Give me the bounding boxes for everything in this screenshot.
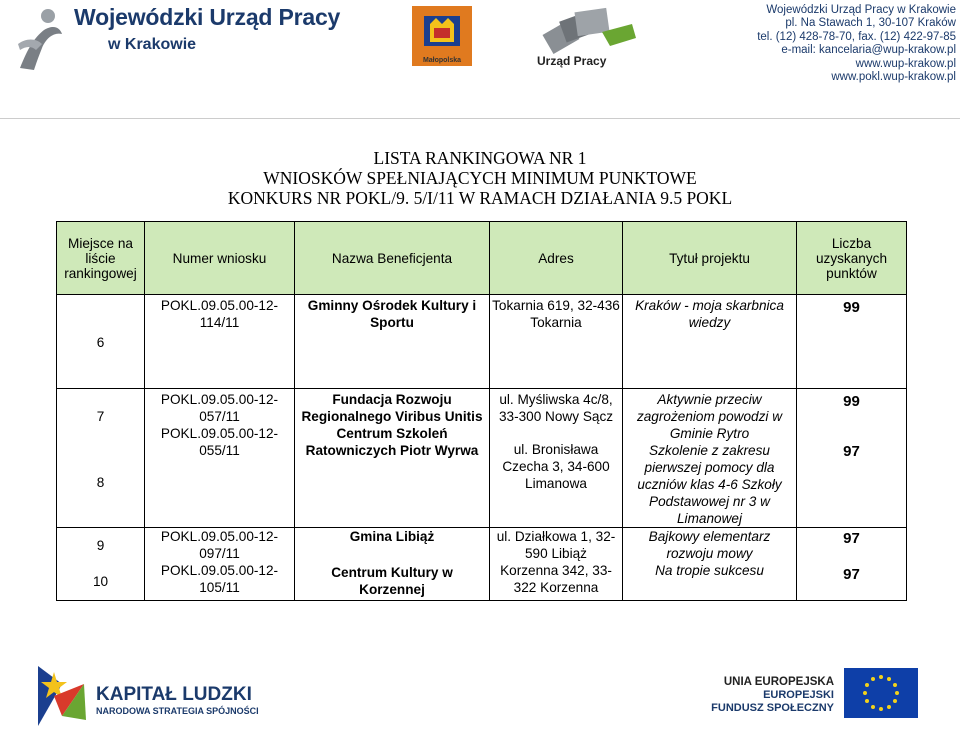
project-value: Bajkowy elementarz rozwoju mowy xyxy=(648,529,771,561)
cell-points: 99 xyxy=(797,295,907,389)
cell-beneficiary xyxy=(295,528,490,601)
contact-line: tel. (12) 428-78-70, fax. (12) 422-97-85 xyxy=(757,30,956,43)
cell-project: Kraków - moja skarbnica wiedzy xyxy=(623,295,797,389)
points-value: 97 xyxy=(843,530,860,547)
cell-rank: 6 xyxy=(57,295,145,389)
rank-value: 7 xyxy=(96,409,105,424)
eu-line: FUNDUSZ SPOŁECZNY xyxy=(711,702,834,714)
col-header-address: Adres xyxy=(490,222,623,295)
cell-project xyxy=(623,528,797,601)
address-value: Korzenna 342, 33-322 Korzenna xyxy=(500,563,612,595)
kapital-ludzki-subtitle: NARODOWA STRATEGIA SPÓJNOŚCI xyxy=(96,706,259,716)
address-value: ul. Działkowa 1, 32-590 Libiąż xyxy=(496,529,616,561)
rank-value: 9 xyxy=(96,538,105,553)
kapital-ludzki-logo-icon xyxy=(32,656,88,728)
project-value: Aktywnie przeciw zagrożeniom powodzi w Gminie Rytro xyxy=(636,392,783,441)
cell-address: Tokarnia 619, 32-436 Tokarnia xyxy=(490,295,623,389)
contact-email[interactable]: e-mail: kancelaria@wup-krakow.pl xyxy=(781,44,956,57)
cell-number xyxy=(145,528,295,601)
beneficiary-value: Gmina Libiąż xyxy=(349,529,435,544)
cell-address xyxy=(490,389,623,528)
col-header-project: Tytuł projektu xyxy=(623,222,797,295)
cell-number: POKL.09.05.00-12-114/11 xyxy=(145,295,295,389)
beneficiary-value: Centrum Szkoleń Ratowniczych Piotr Wyrwa xyxy=(305,426,479,458)
number-value: POKL.09.05.00-12-105/11 xyxy=(160,563,279,595)
contact-line: Wojewódzki Urząd Pracy w Krakowie xyxy=(766,4,956,16)
col-header-points: Liczba uzyskanych punktów xyxy=(797,222,907,295)
contact-website[interactable]: www.wup-krakow.pl xyxy=(855,57,956,70)
table-row xyxy=(57,389,907,528)
title-line: LISTA RANKINGOWA NR 1 xyxy=(373,148,587,168)
malopolska-label: Małopolska xyxy=(422,57,462,64)
page-title xyxy=(0,148,960,208)
points-value: 97 xyxy=(843,443,860,460)
number-value: POKL.09.05.00-12-057/11 xyxy=(160,392,279,424)
number-value: POKL.09.05.00-12-055/11 xyxy=(160,426,279,458)
eu-label xyxy=(711,676,834,715)
wup-logo-icon xyxy=(14,4,70,72)
ranking-table xyxy=(56,221,907,601)
table-row xyxy=(57,295,907,389)
title-line: WNIOSKÓW SPEŁNIAJĄCYCH MINIMUM PUNKTOWE xyxy=(263,168,697,188)
cell-project xyxy=(623,389,797,528)
rank-value: 8 xyxy=(96,475,105,490)
col-header-rank: Miejsce na liście rankingowej xyxy=(57,222,145,295)
eu-line: UNIA EUROPEJSKA xyxy=(723,676,834,688)
cell-address xyxy=(490,528,623,601)
org-title: Wojewódzki Urząd Pracy xyxy=(74,4,341,30)
header-divider xyxy=(0,118,960,119)
project-value: Na tropie sukcesu xyxy=(655,563,764,578)
beneficiary-value: Fundacja Rozwoju Regionalnego Viribus Unitis xyxy=(301,392,483,424)
cell-points xyxy=(797,389,907,528)
project-value: Szkolenie z zakresu pierwszej pomocy dla uczniów klas 4-6 Szkoły Podstawowej nr 3 w Limanowej xyxy=(637,443,782,526)
table-header-row xyxy=(57,222,907,295)
eu-line: EUROPEJSKI xyxy=(763,689,834,701)
urzad-pracy-label: Urząd Pracy xyxy=(537,54,607,68)
points-value: 99 xyxy=(843,393,860,410)
cell-points xyxy=(797,528,907,601)
beneficiary-value: Centrum Kultury w Korzennej xyxy=(331,565,453,597)
cell-number xyxy=(145,389,295,528)
malopolska-logo xyxy=(412,6,472,66)
cell-rank xyxy=(57,528,145,601)
number-value: POKL.09.05.00-12-097/11 xyxy=(160,529,279,561)
rank-value: 10 xyxy=(92,574,109,589)
table-row xyxy=(57,528,907,601)
org-subtitle: w Krakowie xyxy=(108,36,197,53)
contact-website[interactable]: www.pokl.wup-krakow.pl xyxy=(831,71,956,84)
eu-flag-icon xyxy=(844,668,918,718)
col-header-beneficiary: Nazwa Beneficjenta xyxy=(295,222,490,295)
col-header-number: Numer wniosku xyxy=(145,222,295,295)
points-value: 97 xyxy=(843,566,860,583)
title-line: KONKURS NR POKL/9. 5/I/11 W RAMACH DZIAŁANIA 9.5 POKL xyxy=(227,188,733,208)
cell-beneficiary: Gminny Ośrodek Kultury i Sportu xyxy=(295,295,490,389)
address-value: ul. Myśliwska 4c/8, 33-300 Nowy Sącz xyxy=(498,392,614,424)
contact-block xyxy=(757,4,956,84)
malopolska-emblem-icon xyxy=(412,6,472,54)
address-value: ul. Bronisława Czecha 3, 34-600 Limanowa xyxy=(502,442,610,491)
cell-rank xyxy=(57,389,145,528)
cell-beneficiary xyxy=(295,389,490,528)
kapital-ludzki-title: KAPITAŁ LUDZKI xyxy=(96,684,252,705)
contact-line: pl. Na Stawach 1, 30-107 Kraków xyxy=(785,17,956,30)
